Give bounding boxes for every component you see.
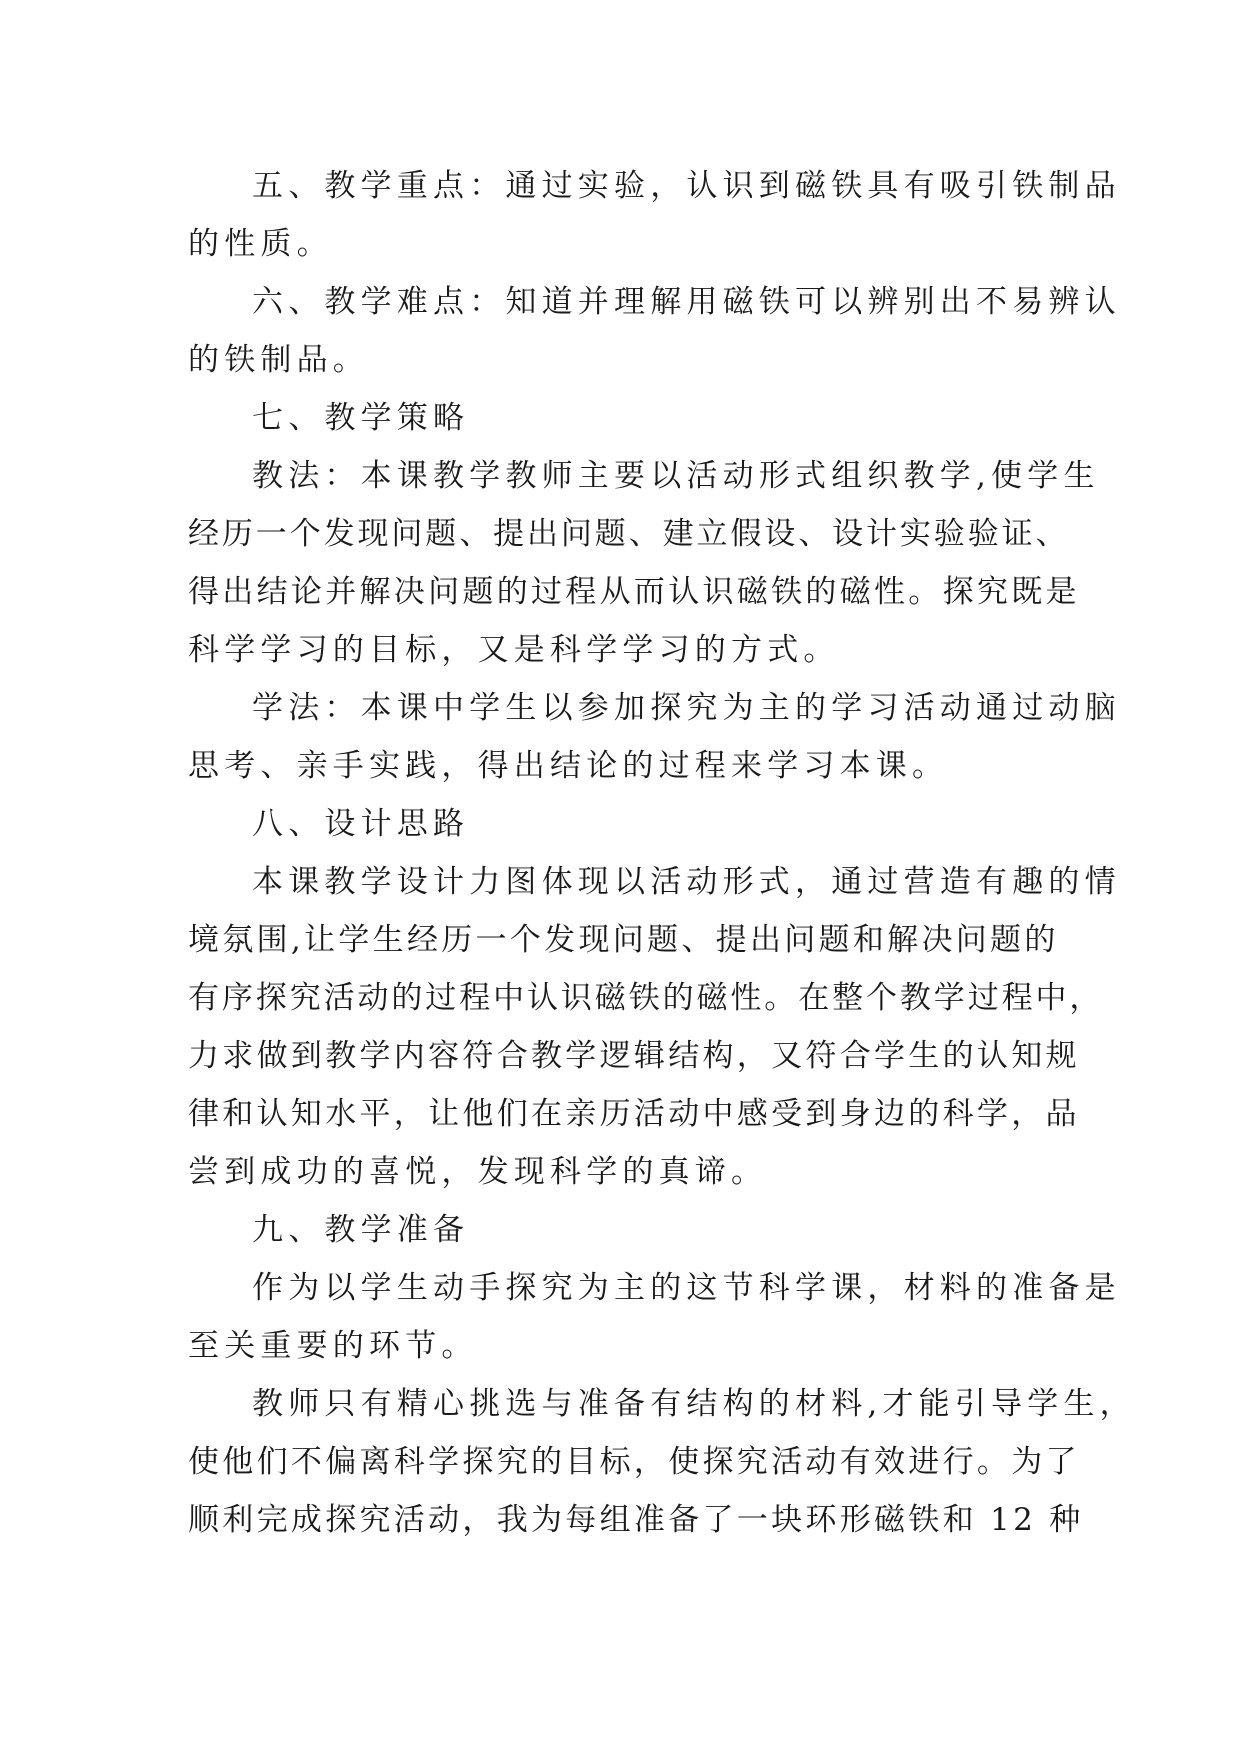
- paragraph-line: 五、教学重点：通过实验，认识到磁铁具有吸引铁制品: [252, 168, 1121, 204]
- section-heading: 九、教学准备: [252, 1212, 470, 1248]
- paragraph-line: 有序探究活动的过程中认识磁铁的磁性。在整个教学过程中，: [188, 980, 1104, 1016]
- paragraph-line: 境氛围,让学生经历一个发现问题、提出问题和解决问题的: [188, 922, 1059, 958]
- paragraph-line: 律和认知水平，让他们在亲历活动中感受到身边的科学，品: [188, 1096, 1080, 1132]
- paragraph-line: 学法：本课中学生以参加探究为主的学习活动通过动脑: [252, 690, 1121, 726]
- paragraph-line: 至关重要的环节。: [188, 1328, 478, 1364]
- paragraph-line: 思考、亲手实践，得出结论的过程来学习本课。: [188, 748, 949, 784]
- paragraph-line: 作为以学生动手探究为主的这节科学课，材料的准备是: [252, 1270, 1121, 1306]
- paragraph-line: 使他们不偏离科学探究的目标，使探究活动有效进行。为了: [188, 1444, 1080, 1480]
- paragraph-line: 尝到成功的喜悦，发现科学的真谛。: [188, 1154, 768, 1190]
- paragraph-line: 得出结论并解决问题的过程从而认识磁铁的磁性。探究既是: [188, 574, 1080, 610]
- paragraph-line: 教师只有精心挑选与准备有结构的材料,才能引导学生，: [252, 1386, 1136, 1422]
- paragraph-line: 六、教学难点：知道并理解用磁铁可以辨别出不易辨认: [252, 284, 1121, 320]
- paragraph-line: 科学学习的目标，又是科学学习的方式。: [188, 632, 840, 668]
- paragraph-line: 的性质。: [188, 226, 333, 262]
- paragraph-line: 的铁制品。: [188, 342, 369, 378]
- section-heading: 八、设计思路: [252, 806, 470, 842]
- paragraph-line: 教法：本课教学教师主要以活动形式组织教学,使学生: [252, 458, 1100, 494]
- paragraph-line: 力求做到教学内容符合教学逻辑结构，又符合学生的认知规: [188, 1038, 1080, 1074]
- paragraph-line: 本课教学设计力图体现以活动形式，通过营造有趣的情: [252, 864, 1121, 900]
- paragraph-line: 经历一个发现问题、提出问题、建立假设、设计实验验证、: [188, 516, 1070, 552]
- paragraph-line: 顺利完成探究活动，我为每组准备了一块环形磁铁和 12 种: [188, 1502, 1084, 1538]
- section-heading: 七、教学策略: [252, 400, 470, 436]
